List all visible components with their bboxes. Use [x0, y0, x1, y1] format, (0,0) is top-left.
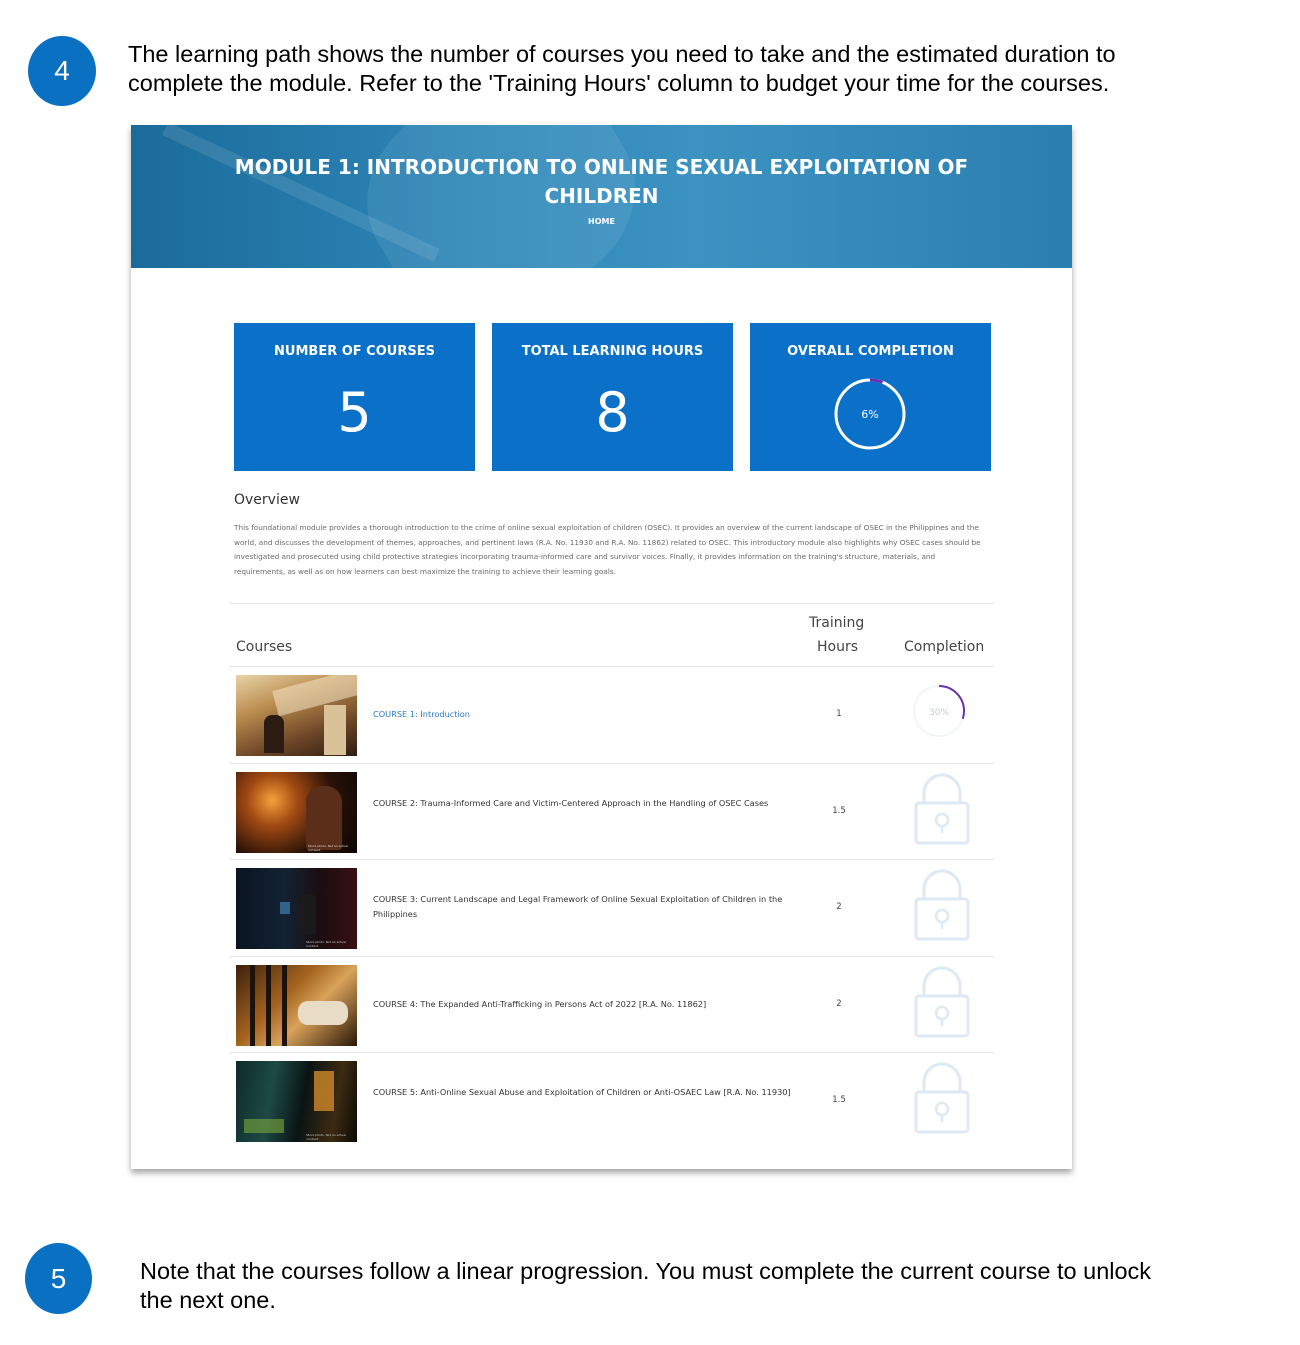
- stat-overall-completion: [750, 323, 991, 471]
- door-shape: [324, 705, 346, 755]
- course-title: COURSE 2: Trauma-Informed Care and Victim-Centered Approach in the Handling of OSEC Cases: [373, 798, 769, 808]
- stat-label: OVERALL COMPLETION: [787, 344, 954, 359]
- course-thumbnail[interactable]: [236, 675, 357, 756]
- stat-label: TOTAL LEARNING HOURS: [521, 344, 704, 359]
- figure-shape: [300, 894, 316, 934]
- course-thumbnail: [236, 965, 357, 1046]
- course-hours: 1.5: [832, 806, 846, 816]
- overview-text: This foundational module provides a thorough introduction to the crime of online sexual exploitation of children (OSEC). It provides an overview of the current landscape of OSEC in the Philippines and the world, and discusses the development of themes, approaches, and pertinent laws (R.A. No. 11930 and R.A. No. 11862) related to OSEC. This introductory module also highlights why OSEC cases should be investigated and prosecuted using child protective strategies incorporating trauma-informed care and survivor voices. Finally, it provides information on the training's structure, materials, and requirements, as well as on how learners can best maximize the training to achieve their learning goals.: [234, 523, 981, 576]
- course-title: COURSE 5: Anti-Online Sexual Abuse and Exploitation of Children or Anti-OSAEC Law [R.A. No. 11930]: [373, 1087, 791, 1097]
- step-number-badge: [25, 1243, 92, 1314]
- step-4-instruction: The learning path shows the number of courses you need to take and the estimated duration to complete the module. Refer to the 'Training Hours' column to budget your time for the courses.: [128, 41, 1116, 96]
- course-row: [229, 764, 994, 861]
- thumbnail-caption: Stock photo. Not an actual incident.: [306, 940, 346, 948]
- course-percent-text: 30%: [928, 708, 950, 718]
- lock-icon: [914, 867, 970, 941]
- screen-glow: [280, 902, 290, 914]
- lock-icon: [914, 771, 970, 845]
- col-header-completion: Completion: [904, 639, 985, 655]
- stat-label: NUMBER OF COURSES: [274, 344, 435, 359]
- module-page-screenshot: [131, 125, 1072, 1169]
- overall-percent-text: 6%: [861, 408, 879, 421]
- course-row: [229, 957, 994, 1054]
- col-header-hours-line1: Training: [809, 615, 865, 631]
- overall-progress-ring: [833, 377, 907, 451]
- lock-icon: [914, 1060, 970, 1134]
- bar-shape: [250, 965, 255, 1046]
- course-title-link[interactable]: COURSE 1: Introduction: [373, 709, 470, 719]
- module-banner: [131, 125, 1072, 268]
- step-number: 5: [50, 1262, 67, 1294]
- thumbnail-caption: Stock photo. Not an actual incident.: [308, 844, 348, 852]
- course-row: [229, 1053, 994, 1150]
- course-hours: 2: [836, 902, 842, 912]
- col-header-courses: Courses: [236, 639, 293, 655]
- stat-value: 5: [337, 381, 372, 444]
- figure-shape: [264, 715, 284, 753]
- lock-icon: [914, 964, 970, 1038]
- light-shape: [244, 1119, 284, 1133]
- course-row[interactable]: [229, 667, 994, 764]
- course-thumbnail: [236, 772, 357, 853]
- step-5-instruction: Note that the courses follow a linear progression. You must complete the current course to unlock the next one.: [140, 1258, 1152, 1313]
- course-row: [229, 860, 994, 957]
- course-hours: 2: [836, 999, 842, 1009]
- step-number-badge: [28, 36, 96, 106]
- stat-total-learning-hours: [492, 323, 733, 471]
- course-hours: 1: [836, 709, 842, 719]
- divider: [229, 603, 994, 604]
- figure-shape: [306, 786, 342, 850]
- stat-value: 8: [595, 381, 630, 444]
- bar-shape: [266, 965, 271, 1046]
- overview-heading: Overview: [234, 492, 300, 508]
- step-number: 4: [54, 55, 70, 86]
- thumbnail-caption: Stock photo. Not an actual incident.: [306, 1133, 346, 1141]
- lamp-shape: [314, 1071, 334, 1111]
- course-thumbnail: [236, 1061, 357, 1142]
- course-progress-ring: [912, 684, 966, 738]
- figure-shape: [298, 1001, 348, 1025]
- breadcrumb-home[interactable]: HOME: [588, 217, 615, 226]
- col-header-hours-line2: Hours: [817, 639, 859, 655]
- stat-number-of-courses: [234, 323, 475, 471]
- module-title: MODULE 1: INTRODUCTION TO ONLINE SEXUAL EXPLOITATION OF CHILDREN: [234, 155, 969, 208]
- course-title: COURSE 4: The Expanded Anti-Trafficking in Persons Act of 2022 [R.A. No. 11862]: [373, 999, 707, 1009]
- course-thumbnail: [236, 868, 357, 949]
- course-hours: 1.5: [832, 1095, 846, 1105]
- course-title: COURSE 3: Current Landscape and Legal Framework of Online Sexual Exploitation of Children in the Philippines: [373, 894, 783, 919]
- bar-shape: [282, 965, 287, 1046]
